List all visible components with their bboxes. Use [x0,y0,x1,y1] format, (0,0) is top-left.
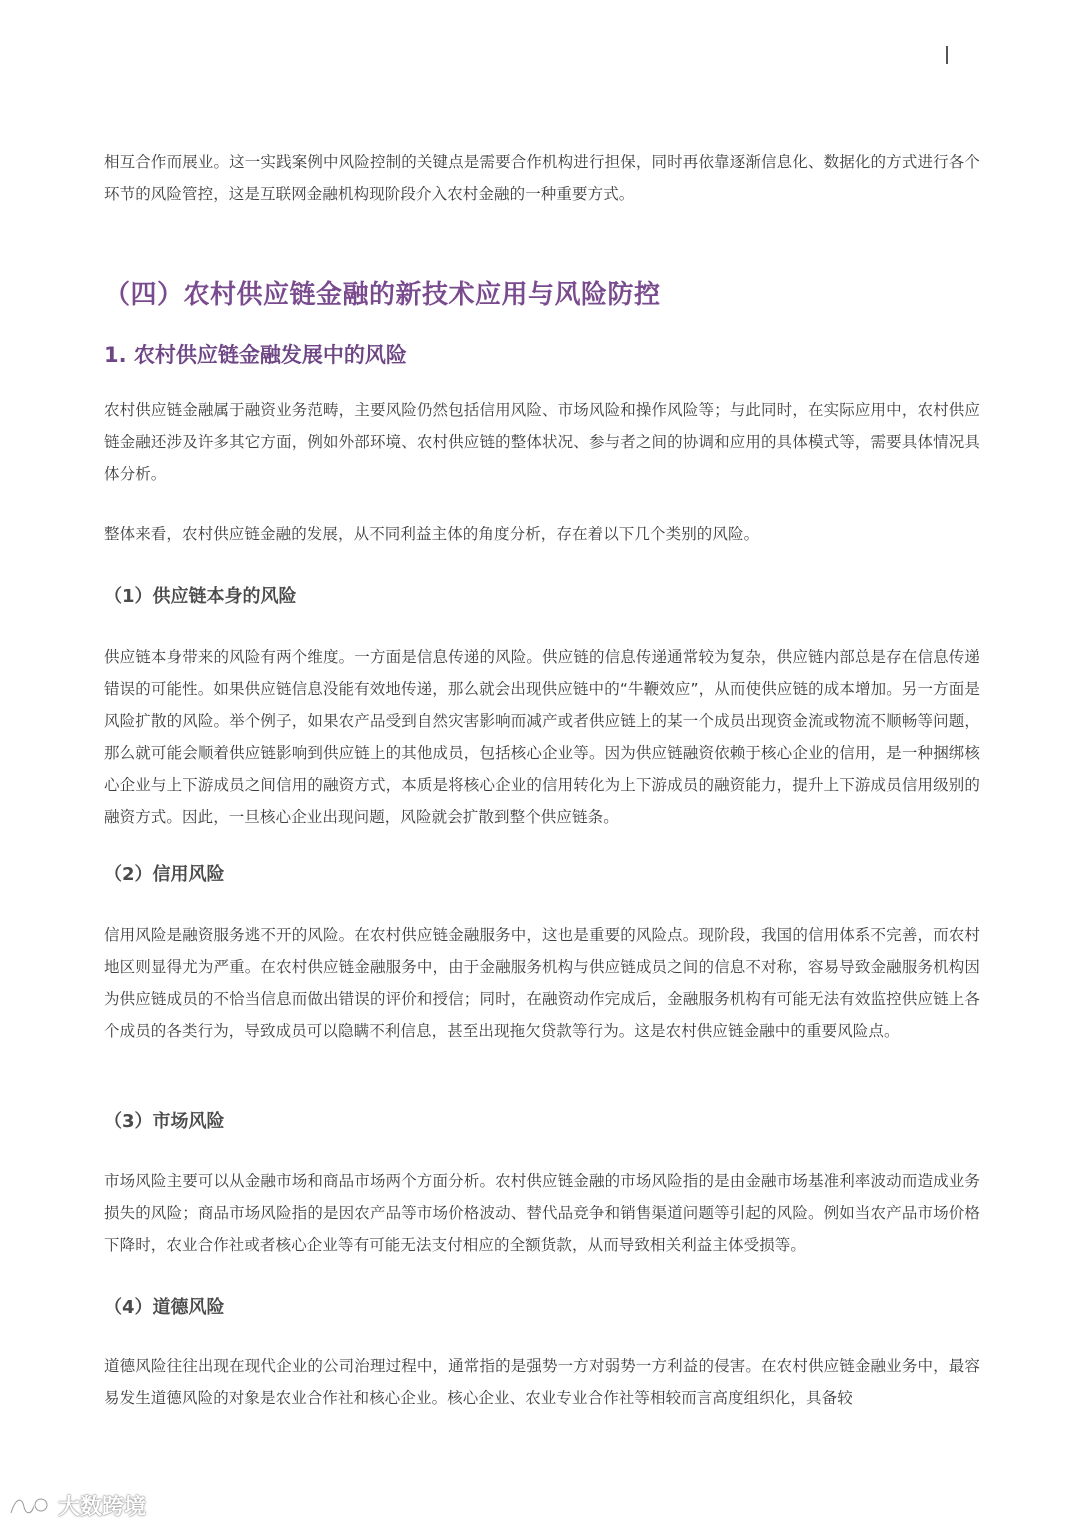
paragraph-risk-overview: 农村供应链金融属于融资业务范畴，主要风险仍然包括信用风险、市场风险和操作风险等；与此同时，在实际应用中，农村供应链金融还涉及许多其它方面，例如外部环境、农村供应链的整体状况、参与者之间的协调和应用的具体模式等，需要具体情况具体分析。 [104,401,980,483]
page-marker [946,46,948,64]
paragraph-moral-risk: 道德风险往往出现在现代企业的公司治理过程中，通常指的是强势一方对弱势一方利益的侵害。在农村供应链金融业务中，最容易发生道德风险的对象是农业合作社和核心企业。核心企业、农业专业合作社等相较而言高度组织化，具备较 [104,1357,980,1407]
paragraph-supply-chain-risk: 供应链本身带来的风险有两个维度。一方面是信息传递的风险。供应链的信息传递通常较为复杂，供应链内部总是存在信息传递错误的可能性。如果供应链信息没能有效地传递，那么就会出现供应链中的“牛鞭效应”，从而使供应链的成本增加。另一方面是风险扩散的风险。举个例子，如果农产品受到自然灾害影响而减产或者供应链上的某一个成员出现资金流或物流不顺畅等问题，那么就可能会顺着供应链影响到供应链上的其他成员，包括核心企业等。因为供应链融资依赖于核心企业的信用，是一种捆绑核心企业与上下游成员之间信用的融资方式，本质是将核心企业的信用转化为上下游成员的融资能力，提升上下游成员信用级别的融资方式。因此，一旦核心企业出现问题，风险就会扩散到整个供应链条。 [104,648,980,826]
item-title-credit-risk: （2）信用风险 [104,864,225,885]
paragraph-credit-risk: 信用风险是融资服务逃不开的风险。在农村供应链金融服务中，这也是重要的风险点。现阶段，我国的信用体系不完善，而农村地区则显得尤为严重。在农村供应链金融服务中，由于金融服务机构与供应链成员之间的信息不对称，容易导致金融服务机构因为供应链成员的不恰当信息而做出错误的评价和授信；同时，在融资动作完成后，金融服务机构有可能无法有效监控供应链上各个成员的各类行为，导致成员可以隐瞒不利信息，甚至出现拖欠贷款等行为。这是农村供应链金融中的重要风险点。 [104,926,980,1040]
paragraph-risk-categories: 整体来看，农村供应链金融的发展，从不同利益主体的角度分析，存在着以下几个类别的风险。 [104,525,760,543]
item-title-market-risk: （3）市场风险 [104,1111,225,1132]
paragraph-intro: 相互合作而展业。这一实践案例中风险控制的关键点是需要合作机构进行担保，同时再依靠逐渐信息化、数据化的方式进行各个环节的风险管控，这是互联网金融机构现阶段介入农村金融的一种重要方式。 [104,153,980,203]
paragraph-market-risk: 市场风险主要可以从金融市场和商品市场两个方面分析。农村供应链金融的市场风险指的是由金融市场基准利率波动而造成业务损失的风险；商品市场风险指的是因农产品等市场价格波动、替代品竞争和销售渠道问题等引起的风险。例如当农产品市场价格下降时，农业合作社或者核心企业等有可能无法支付相应的全额货款，从而导致相关利益主体受损等。 [104,1172,980,1254]
watermark-logo-icon [8,1493,52,1519]
subsection-title: 1. 农村供应链金融发展中的风险 [104,343,407,367]
item-title-supply-chain-risk: （1）供应链本身的风险 [104,586,297,607]
watermark-text: 大数跨境 [58,1495,147,1520]
item-title-moral-risk: （4）道德风险 [104,1297,225,1318]
section-title: （四）农村供应链金融的新技术应用与风险防控 [104,280,661,310]
watermark [8,1490,146,1521]
